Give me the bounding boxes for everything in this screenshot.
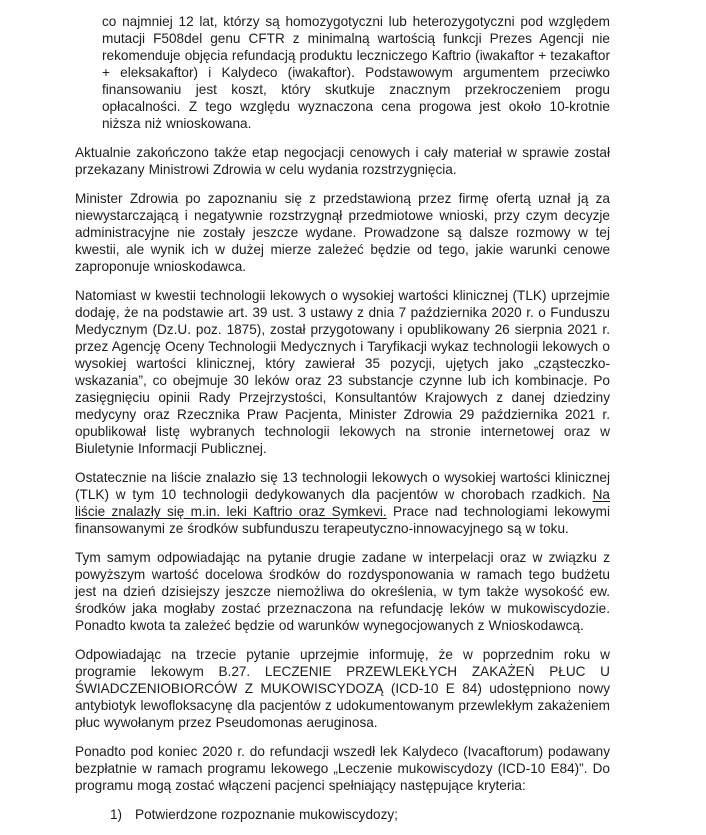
final-tlk-list-underlined-sentence: Na liście znalazły się m.in. leki Kaftrio oraz Symkevi. bbox=[75, 487, 610, 519]
paragraph-third-question-answer: Odpowiadając na trzecie pytanie uprzejmie informuję, że w poprzednim roku w programie lekowym B.27. LECZENIE PRZEWLEKŁYCH ZAKAŻEŃ PŁUC U ŚWIADCZENIOBIORCÓW Z MUKOWISCYDOZĄ (ICD-10 E 84) udostępniono nowy antybiotyk lewofloksacynę dla pacjentów z udokumentowanym przewlekłym zakażeniem płuc wywołanym przez Pseudomonas aeruginosa. bbox=[75, 647, 610, 730]
list-item bbox=[110, 806, 610, 823]
list-item-text: Potwierdzone rozpoznanie mukowiscydozy; bbox=[135, 807, 398, 822]
paragraph-minister-decision: Minister Zdrowia po zapoznaniu się z przedstawioną przez firmę ofertą uznał ją za niewystarczającą i negatywnie rozstrzygnął przedmiotowe wnioski, przy czym decyzje administracyjne nie zostały jeszcze wydane. Prowadzone są dalsze rozmowy w tej kwestii, ale wynik ich w dużej mierze zależeć będzie od tego, jakie warunki cenowe zaproponuje wnioskodawca. bbox=[75, 191, 610, 274]
paragraph-final-tlk-list bbox=[75, 469, 610, 537]
final-tlk-list-text-after: Prace nad technologiami lekowymi finansowanymi ze środków subfunduszu terapeutyczno-innowacyjnego są w toku. bbox=[75, 504, 610, 536]
paragraph-tlk-list-publication: Natomiast w kwestii technologii lekowych o wysokiej wartości klinicznej (TLK) uprzejmie dodaję, że na podstawie art. 39 ust. 3 ustawy z dnia 7 października 2020 r. o Funduszu Medycznym (Dz.U. poz. 1875), został przygotowany i opublikowany 26 sierpnia 2021 r. przez Agencję Oceny Technologii Medycznych i Taryfikacji wykaz technologii lekowych o wysokiej wartości klinicznej, który zawierał 35 pozycji, ujętych jako „cząsteczko-wskazania”, co obejmuje 30 leków oraz 23 substancje czynne lub ich kombinacje. Po zasięgnięciu opinii Rady Przejrzystości, Konsultantów Krajowych z danej dziedziny medycyny oraz Rzecznika Praw Pacjenta, Minister Zdrowia 29 października 2021 r. opublikował listę wybranych technologii lekowych na stronie internetowej oraz w Biuletynie Informacji Publicznej. bbox=[75, 288, 610, 456]
paragraph-continuation-recommendation: co najmniej 12 lat, którzy są homozygotyczni lub heterozygotyczni pod względem mutacji F508del genu CFTR z minimalną wartością funkcji Prezes Agencji nie rekomenduje objęcia refundacją produktu leczniczego Kaftrio (iwakaftor + tezakaftor + eleksakaftor) i Kalydeco (iwakaftor). Podstawowym argumentem przeciwko finansowaniu jest koszt, który skutkuje znacznym przekroczeniem progu opłacalności. Z tego względu wyznaczona cena progowa jest około 10-krotnie niższa niż wnioskowana. bbox=[102, 14, 610, 131]
final-tlk-list-text-before: Ostatecznie na liście znalazło się 13 technologii lekowych o wysokiej wartości klinicznej (TLK) w tym 10 technologii dedykowanych dla pacjentów w chorobach rzadkich. bbox=[75, 470, 610, 502]
document-text-block bbox=[75, 13, 610, 823]
list-item-marker: 1) bbox=[110, 807, 123, 822]
criteria-list bbox=[110, 806, 610, 823]
paragraph-kalydeco-program: Ponadto pod koniec 2020 r. do refundacji wszedł lek Kalydeco (Ivacaftorum) podawany bezpłatnie w ramach programu lekowego „Leczenie mukowiscydozy (ICD-10 E84)”. Do programu mogą zostać włączeni pacjenci spełniający następujące kryteria: bbox=[75, 744, 610, 793]
paragraph-budget-answer: Tym samym odpowiadając na pytanie drugie zadane w interpelacji oraz w związku z powyższym wartość docelowa środków do rozdysponowania w ramach tego budżetu jest na dzień dzisiejszy jeszcze niemożliwa do określenia, w tym także wysokość ew. środków jaka mogłaby zostać przeznaczona na refundację leków w mukowiscydozie. Ponadto kwota ta zależeć będzie od warunków wynegocjowanych z Wnioskodawcą. bbox=[75, 550, 610, 633]
paragraph-price-negotiations: Aktualnie zakończono także etap negocjacji cenowych i cały materiał w sprawie został przekazany Ministrowi Zdrowia w celu wydania rozstrzygnięcia. bbox=[75, 145, 610, 177]
